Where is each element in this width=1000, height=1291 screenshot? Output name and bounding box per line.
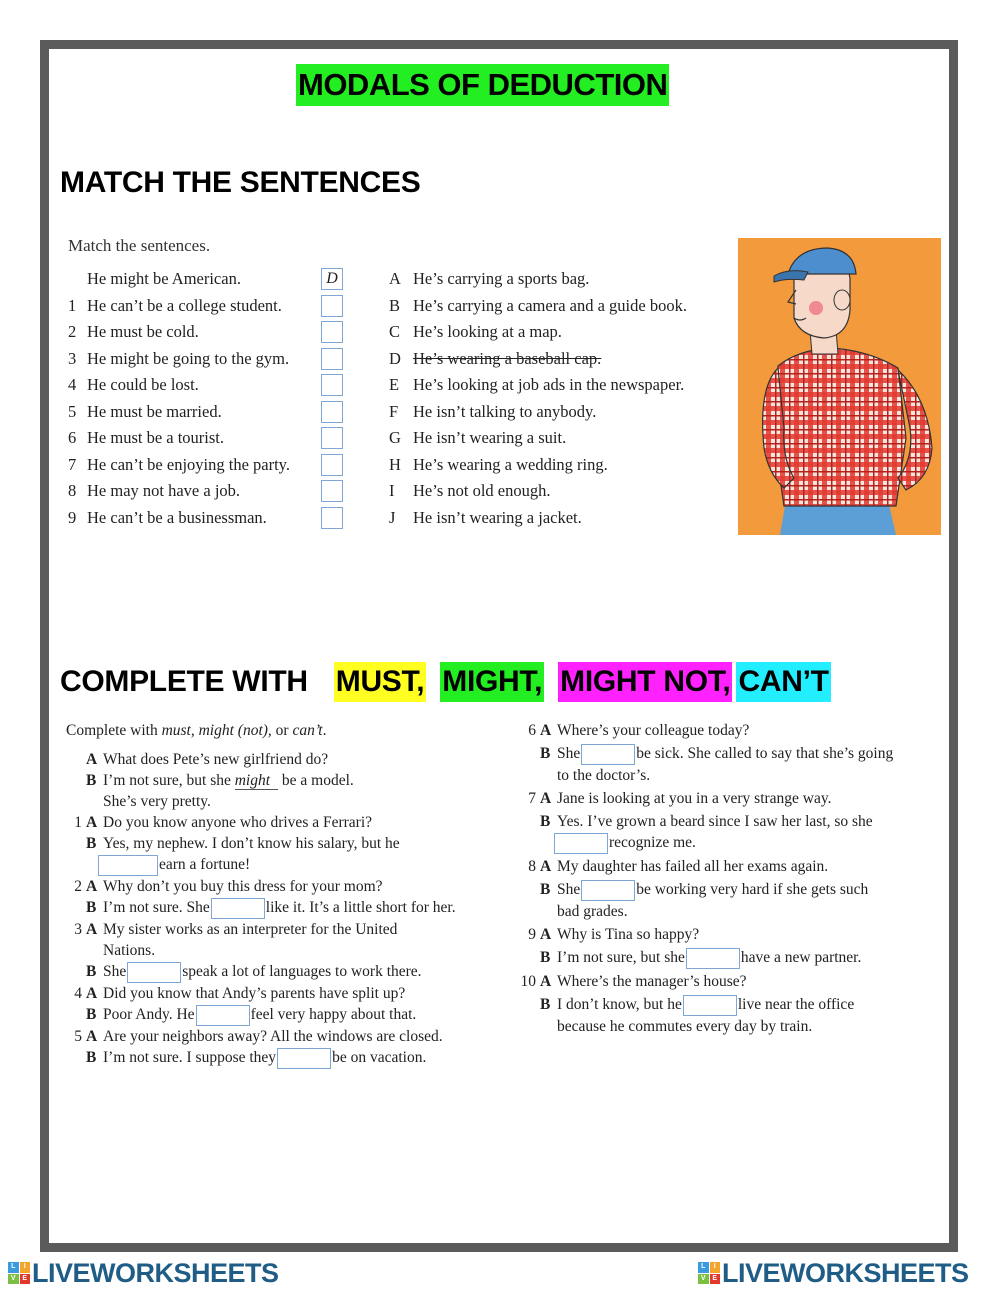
section-heading-complete	[60, 662, 831, 702]
speaker-b: B	[86, 1005, 97, 1023]
match-answer-box[interactable]	[321, 295, 343, 317]
speaker-b: B	[86, 835, 97, 852]
complete-instruction	[66, 720, 506, 741]
q8-a	[520, 856, 950, 877]
q3-b-pre: She	[103, 962, 127, 980]
q6-b-line2-text: to the doctor’s.	[557, 766, 651, 784]
q6-b-line2	[520, 765, 950, 786]
speaker-b: B	[540, 880, 551, 898]
q7-a	[520, 788, 950, 809]
q8-answer-input[interactable]	[581, 880, 635, 901]
q4-b-post: feel very happy about that.	[250, 1005, 417, 1023]
match-option	[389, 452, 719, 479]
instruction-pre: Complete with	[66, 722, 162, 739]
logo-badge-icon	[8, 1262, 30, 1284]
man-drawing	[738, 238, 941, 535]
example-b-pre: I’m not sure, but she	[103, 772, 235, 789]
man-illustration	[738, 238, 941, 535]
match-answer-box[interactable]	[321, 374, 343, 396]
word-might: MIGHT,	[440, 662, 544, 702]
badge-letter: L	[8, 1262, 19, 1273]
option-text: He’s carrying a camera and a guide book.	[413, 295, 687, 315]
q9-a-text: Why is Tina so happy?	[557, 925, 700, 943]
match-option	[389, 478, 719, 505]
q6-b-post: be sick. She called to say that she’s going	[636, 745, 894, 762]
question-number: 10	[520, 972, 536, 990]
option-text: He’s carrying a sports bag.	[413, 269, 590, 288]
q6-b-pre: She	[557, 745, 581, 762]
option-text: He’s looking at a map.	[413, 322, 562, 341]
q2-a-text: Why don’t you buy this dress for your mom?	[103, 877, 383, 895]
match-item	[68, 425, 358, 452]
match-answer-box[interactable]	[321, 401, 343, 423]
speaker-b: B	[540, 745, 551, 762]
instruction-mid: or	[271, 722, 293, 739]
speaker-b: B	[86, 962, 97, 980]
match-answer-box[interactable]	[321, 427, 343, 449]
q3-a-line2-text: Nations.	[103, 941, 156, 959]
badge-letter: V	[698, 1274, 709, 1285]
q10-b	[520, 994, 950, 1016]
question-number: 9	[528, 925, 536, 943]
badge-letter: E	[20, 1274, 31, 1285]
match-options-list	[389, 266, 719, 531]
worksheet-frame	[40, 40, 958, 1252]
question-number: 2	[74, 877, 82, 895]
q3-answer-input[interactable]	[127, 962, 181, 983]
q2-b	[66, 897, 506, 919]
q7-answer-input[interactable]	[554, 833, 608, 854]
option-letter: H	[389, 454, 401, 474]
option-letter: C	[389, 322, 401, 341]
option-text: He’s wearing a wedding ring.	[413, 454, 608, 474]
question-number: 8	[528, 857, 536, 875]
example-b-line2-text: She’s very pretty.	[103, 793, 211, 810]
q2-a	[66, 876, 506, 897]
match-item	[68, 399, 358, 426]
q6-a-text: Where’s your colleague today?	[557, 722, 750, 739]
option-text: He’s not old enough.	[413, 481, 551, 500]
option-text: He’s looking at job ads in the newspaper.	[413, 375, 685, 394]
word-must: MUST,	[334, 662, 427, 702]
match-item-text: He must be cold.	[87, 322, 199, 341]
q7-b-line2	[516, 832, 950, 854]
badge-letter: L	[698, 1262, 709, 1273]
instruction-end: .	[322, 722, 327, 739]
q4-b	[66, 1004, 506, 1026]
match-item-number: 3	[68, 348, 77, 368]
match-answer-box[interactable]	[321, 348, 343, 370]
speaker-a: A	[86, 920, 98, 938]
match-instruction: Match the sentences.	[68, 236, 211, 255]
option-letter: A	[389, 269, 401, 288]
q5-b	[66, 1047, 506, 1069]
example-b	[66, 770, 506, 791]
example-b-line2	[66, 791, 506, 812]
liveworksheets-logo-left[interactable]	[8, 1257, 279, 1288]
speaker-b: B	[540, 812, 551, 830]
q6-a	[520, 720, 950, 741]
q10-a	[520, 971, 950, 992]
q1-a-text: Do you know anyone who drives a Ferrari?	[103, 814, 373, 831]
speaker-a: A	[540, 925, 552, 943]
question-number: 1	[74, 814, 82, 831]
match-option	[389, 372, 719, 399]
question-number: 5	[74, 1027, 82, 1045]
q7-b-post: recognize me.	[609, 833, 696, 851]
speaker-a: A	[86, 1027, 98, 1045]
match-item-number: 1	[68, 295, 77, 315]
match-item	[68, 505, 358, 532]
section-heading-match: MATCH THE SENTENCES	[60, 166, 421, 199]
instruction-must: must, might (not),	[161, 722, 272, 739]
match-option	[389, 319, 719, 346]
q1-a	[66, 812, 506, 833]
match-item-number: 8	[68, 481, 77, 500]
q10-b-post: live near the office	[737, 995, 855, 1013]
match-option	[389, 505, 719, 532]
option-letter: D	[389, 348, 401, 368]
speaker-b: B	[540, 948, 551, 966]
q10-answer-input[interactable]	[683, 995, 737, 1016]
speaker-b: B	[86, 1048, 97, 1066]
q7-b-pre: Yes. I’ve grown a beard since I saw her last, so she	[557, 812, 873, 830]
speaker-b: B	[540, 995, 551, 1013]
match-option	[389, 399, 719, 426]
match-sentences-list	[68, 266, 358, 531]
q1-b-line2	[60, 854, 506, 876]
match-answer-box[interactable]	[321, 454, 343, 476]
q5-b-pre: I’m not sure. I suppose they	[103, 1048, 277, 1066]
match-item-number: 4	[68, 375, 77, 394]
q5-b-post: be on vacation.	[332, 1048, 427, 1066]
complete-column-right	[520, 720, 950, 1037]
option-text: He isn’t talking to anybody.	[413, 401, 597, 421]
q8-b-line2-text: bad grades.	[557, 902, 628, 920]
q3-b	[66, 961, 506, 983]
match-option	[389, 346, 719, 373]
option-text: He isn’t wearing a jacket.	[413, 507, 582, 527]
question-number: 6	[528, 722, 536, 739]
q9-b-post: have a new partner.	[740, 948, 862, 966]
q3-a	[66, 919, 506, 940]
q8-b-post: be working very hard if she gets such	[636, 880, 869, 898]
q10-b-line2	[520, 1016, 950, 1037]
q2-b-post: like it. It’s a little short for her.	[265, 898, 456, 916]
badge-letter: E	[710, 1274, 721, 1285]
match-item	[68, 372, 358, 399]
example-a	[66, 749, 506, 770]
q8-b-line2	[520, 901, 950, 922]
speaker-a: A	[540, 789, 552, 807]
match-item-text: He must be married.	[87, 401, 222, 421]
logo-text: LIVEWORKSHEETS	[32, 1257, 279, 1288]
q2-answer-input[interactable]	[211, 898, 265, 919]
q4-a-text: Did you know that Andy’s parents have split up?	[103, 984, 406, 1002]
match-item	[68, 319, 358, 346]
speaker-b: B	[86, 772, 97, 789]
match-item-number: 6	[68, 428, 77, 447]
complete-column-left	[66, 720, 506, 1069]
match-item-text: He can’t be enjoying the party.	[87, 454, 290, 474]
match-item-number: 2	[68, 322, 77, 341]
speaker-a: A	[540, 857, 552, 875]
match-item	[68, 346, 358, 373]
q9-b	[520, 947, 950, 969]
match-item-text: He can’t be a businessman.	[87, 507, 267, 527]
logo-text: LIVEWORKSHEETS	[722, 1257, 969, 1288]
example-answer: might	[235, 772, 278, 790]
match-option	[389, 266, 719, 293]
option-letter: B	[389, 295, 401, 315]
q4-a	[66, 983, 506, 1004]
speaker-b: B	[86, 898, 97, 916]
q5-a	[66, 1026, 506, 1047]
q5-answer-input[interactable]	[277, 1048, 331, 1069]
q6-b	[520, 743, 950, 765]
speaker-a: A	[86, 751, 98, 768]
match-answer-box[interactable]	[321, 507, 343, 529]
speaker-a: A	[86, 984, 98, 1002]
q8-b	[520, 879, 950, 901]
match-answer-box[interactable]	[321, 480, 343, 502]
option-letter: I	[389, 481, 395, 500]
match-item-number: 7	[68, 454, 77, 474]
word-might-not: MIGHT NOT,	[558, 662, 732, 702]
q3-a-line2	[66, 940, 506, 961]
badge-letter: V	[8, 1274, 19, 1285]
speaker-a: A	[540, 972, 552, 990]
match-item-number: 9	[68, 507, 77, 527]
liveworksheets-logo-right[interactable]	[698, 1257, 969, 1288]
question-number: 4	[74, 984, 82, 1002]
match-item-text: He can’t be a college student.	[87, 295, 282, 315]
match-item-text: He may not have a job.	[87, 481, 241, 500]
q5-a-text: Are your neighbors away? All the windows are closed.	[103, 1027, 443, 1045]
option-letter: F	[389, 401, 399, 421]
q10-b-line2-text: because he commutes every day by train.	[557, 1017, 813, 1035]
q8-a-text: My daughter has failed all her exams again.	[557, 857, 829, 875]
q8-b-pre: She	[557, 880, 581, 898]
q1-b-pre: Yes, my nephew. I don’t know his salary, but he	[103, 835, 400, 852]
logo-badge-icon	[698, 1262, 720, 1284]
badge-letter: I	[710, 1262, 721, 1273]
q9-a	[520, 924, 950, 945]
option-text-used: He’s wearing a baseball cap.	[413, 348, 602, 368]
worksheet-title: MODALS OF DEDUCTION	[296, 64, 669, 106]
question-number: 7	[528, 789, 536, 807]
option-letter: J	[389, 507, 396, 527]
q3-a-text: My sister works as an interpreter for the United	[103, 920, 398, 938]
q7-a-text: Jane is looking at you in a very strange way.	[557, 789, 832, 807]
complete-heading-text: COMPLETE WITH	[60, 665, 308, 698]
speaker-a: A	[540, 722, 552, 739]
match-example-text: He might be American.	[87, 269, 241, 288]
match-example-row	[68, 266, 358, 293]
match-item-text: He could be lost.	[87, 375, 199, 394]
match-item	[68, 293, 358, 320]
option-letter: G	[389, 428, 401, 447]
example-a-text: What does Pete’s new girlfriend do?	[103, 751, 329, 768]
match-item	[68, 478, 358, 505]
match-item-number: 5	[68, 401, 77, 421]
match-example-answer: D	[321, 268, 343, 290]
speaker-a: A	[86, 877, 98, 895]
speaker-a: A	[86, 814, 98, 831]
q1-b-post: earn a fortune!	[159, 856, 251, 873]
example-b-post: be a model.	[278, 772, 354, 789]
q3-b-post: speak a lot of languages to work there.	[182, 962, 422, 980]
q7-b	[520, 811, 950, 832]
match-answer-box[interactable]	[321, 321, 343, 343]
q10-a-text: Where’s the manager’s house?	[557, 972, 747, 990]
q9-answer-input[interactable]	[686, 948, 740, 969]
q1-answer-input[interactable]	[98, 855, 158, 876]
instruction-cant: can’t	[292, 722, 323, 739]
option-text: He isn’t wearing a suit.	[413, 428, 567, 447]
match-item-text: He must be a tourist.	[87, 428, 225, 447]
match-option	[389, 425, 719, 452]
q4-answer-input[interactable]	[196, 1005, 250, 1026]
q9-b-pre: I’m not sure, but she	[557, 948, 685, 966]
option-letter: E	[389, 375, 400, 394]
match-item-text: He might be going to the gym.	[87, 348, 290, 368]
q6-answer-input[interactable]	[581, 744, 635, 765]
question-number: 3	[74, 920, 82, 938]
badge-letter: I	[20, 1262, 31, 1273]
q1-b	[66, 833, 506, 854]
q4-b-pre: Poor Andy. He	[103, 1005, 195, 1023]
q2-b-pre: I’m not sure. She	[103, 898, 210, 916]
word-cant: CAN’T	[736, 662, 830, 702]
q10-b-pre: I don’t know, but he	[557, 995, 682, 1013]
match-option	[389, 293, 719, 320]
match-item	[68, 452, 358, 479]
